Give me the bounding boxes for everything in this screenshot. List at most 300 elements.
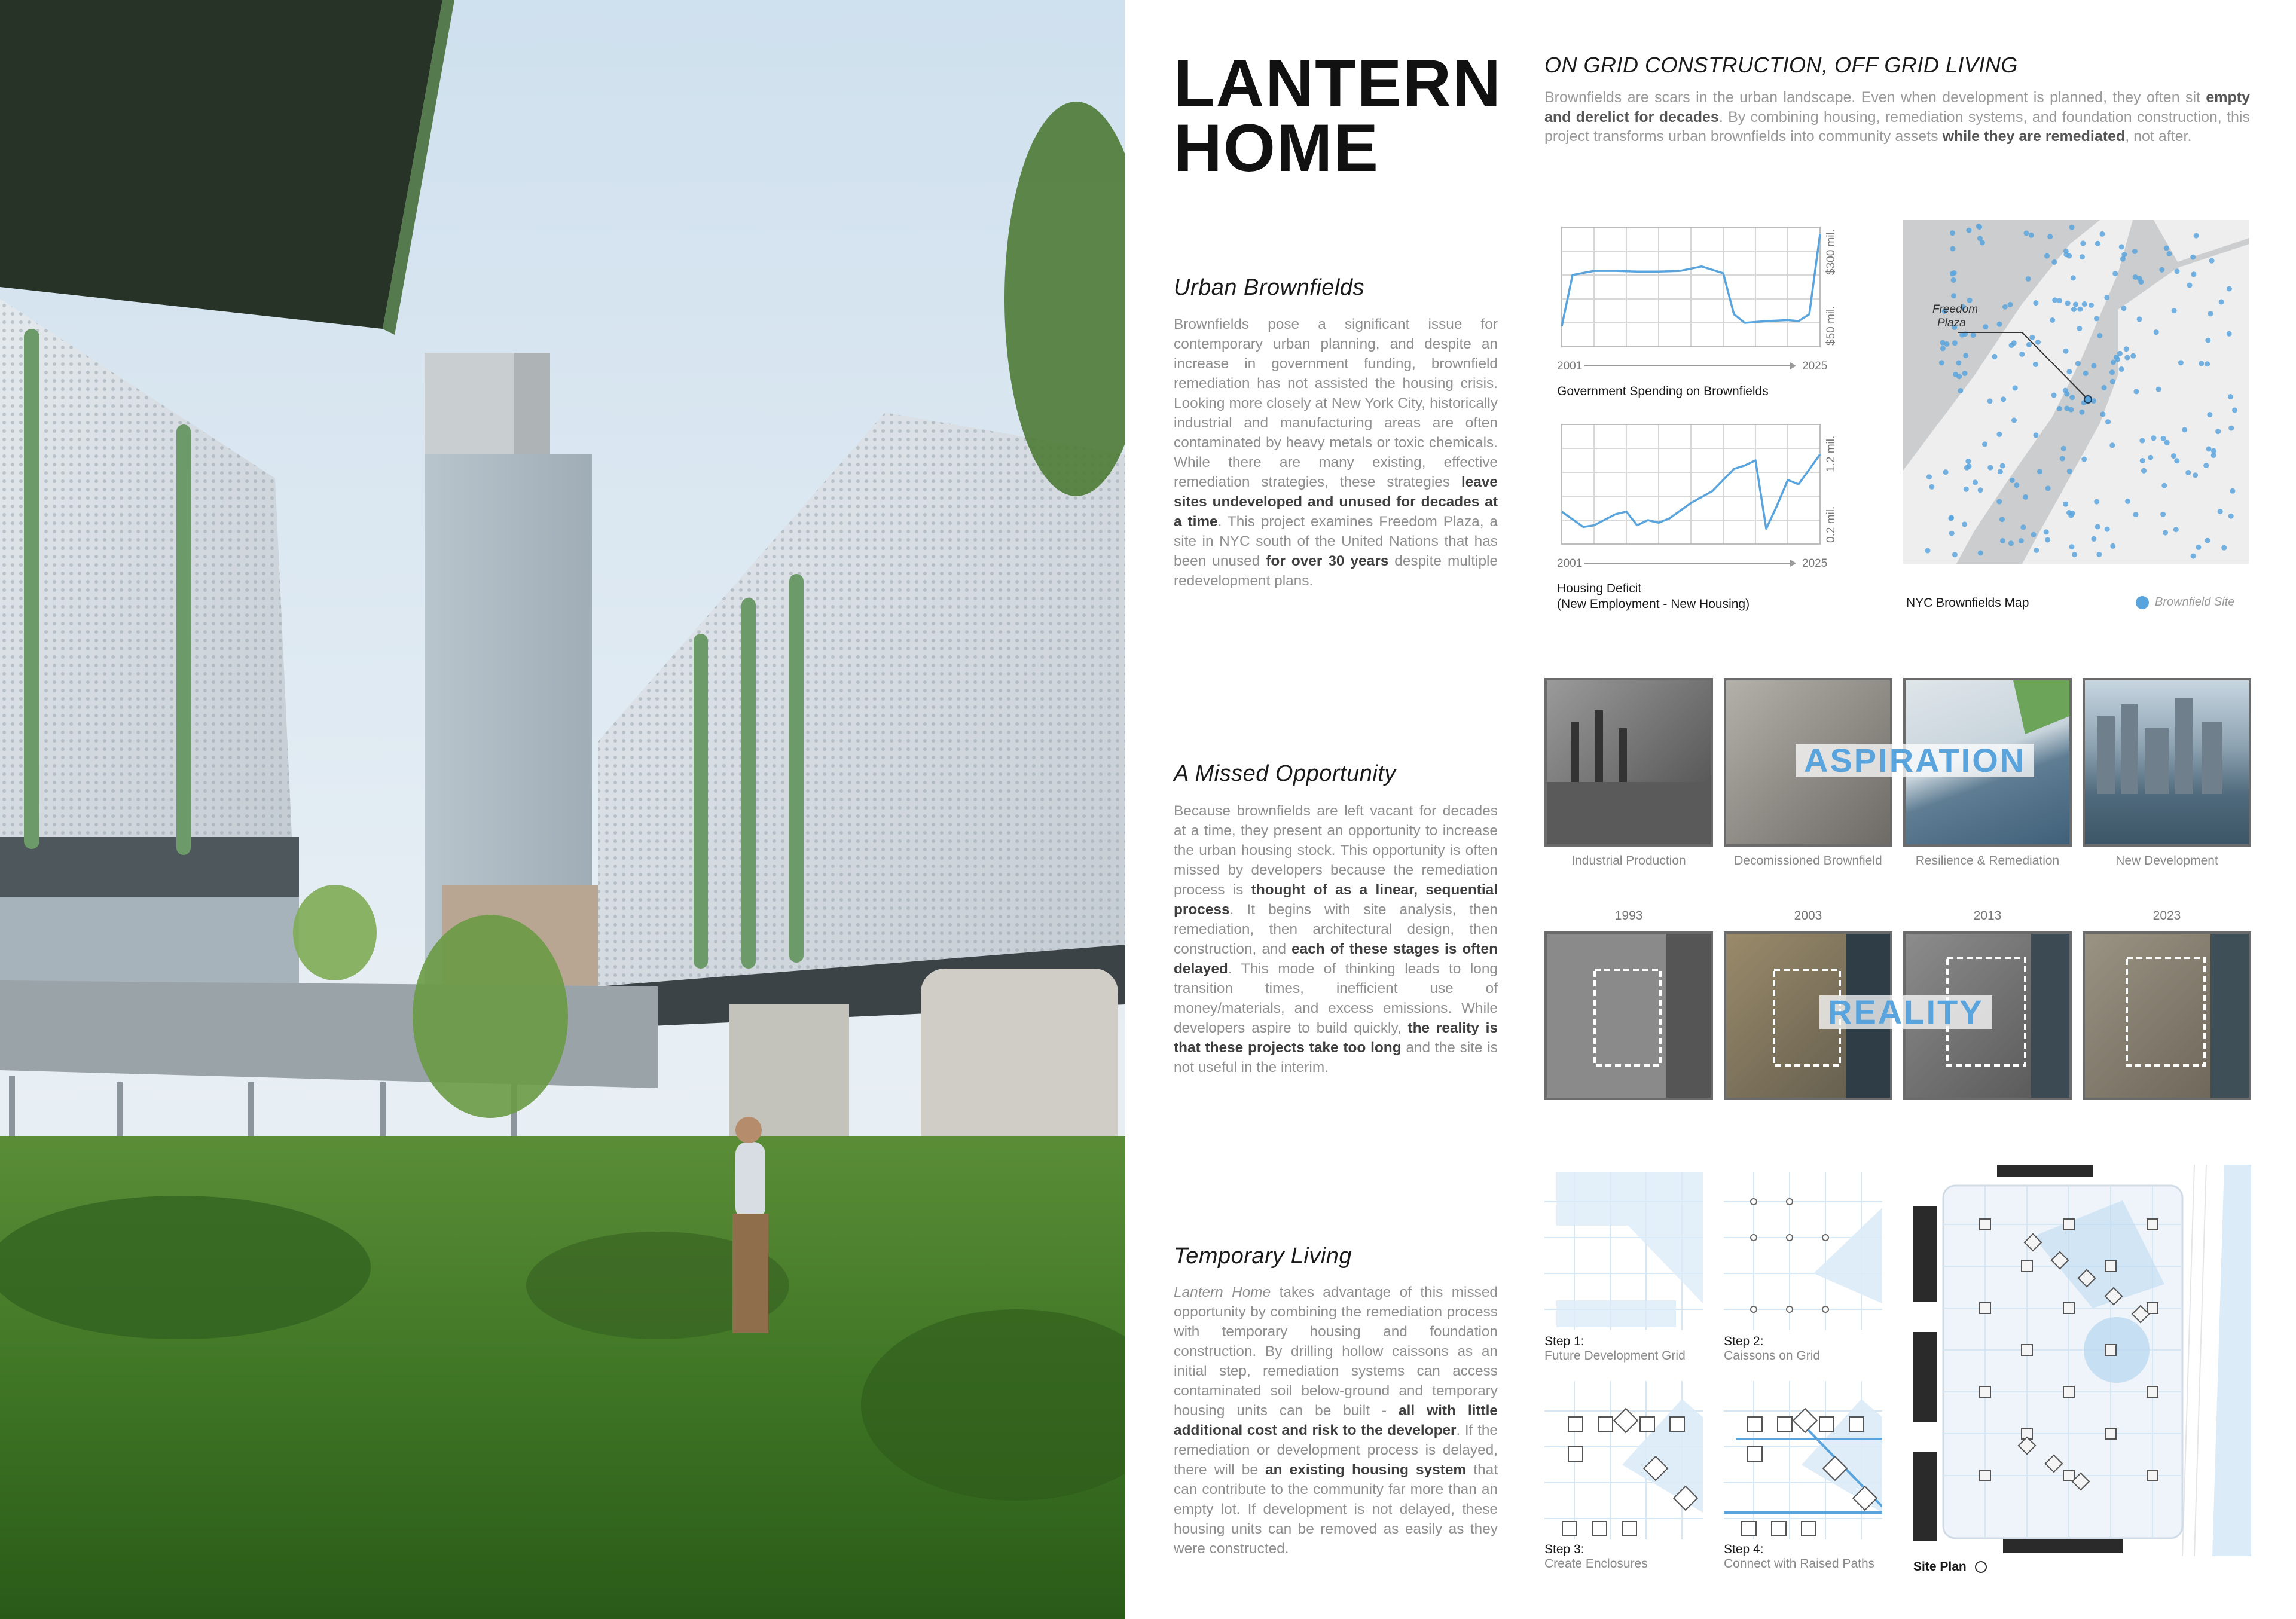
urban-bold-2: for over 30 years xyxy=(1266,553,1389,569)
brownfield-site-dot xyxy=(1978,551,1983,556)
brownfield-site-dot xyxy=(2037,469,2042,474)
brownfield-site-dot xyxy=(2196,545,2201,550)
chart-y-top-label: 1.2 mil. xyxy=(1825,435,1837,472)
brownfield-site-dot xyxy=(2221,545,2227,551)
brownfield-site-dot xyxy=(2164,246,2169,251)
brownfield-site-dot xyxy=(2072,552,2077,557)
brownfield-site-dot xyxy=(2099,231,2105,237)
brownfield-site-dot xyxy=(2071,275,2076,280)
brownfield-site-dot xyxy=(2109,369,2115,375)
brownfield-site-dot xyxy=(2080,254,2085,259)
brownfield-site-dot xyxy=(2166,251,2172,256)
brownfield-site-dot xyxy=(2034,548,2039,553)
brownfield-site-dot xyxy=(2138,279,2144,285)
brownfield-site-dot xyxy=(2045,537,2050,543)
step-4-label xyxy=(1724,1542,1874,1571)
brownfield-site-dot xyxy=(2000,538,2005,543)
brownfield-site-dot xyxy=(2031,532,2037,537)
brownfield-site-dot xyxy=(1966,228,1971,233)
brownfield-site-dot xyxy=(2154,329,2159,335)
brownfield-site-dot xyxy=(2052,297,2057,303)
chart-title-government-spending: Government Spending on Brownfields xyxy=(1557,384,1769,398)
brownfield-site-dot xyxy=(2110,543,2115,549)
photo-industrial-production xyxy=(1544,678,1713,847)
brownfield-site-dot xyxy=(2051,393,2057,398)
brownfield-site-dot xyxy=(2203,463,2209,468)
aspiration-overlay: ASPIRATION xyxy=(1796,744,2034,777)
brownfield-site-dot xyxy=(1956,361,1962,366)
step-3-title: Step 3: xyxy=(1544,1542,1584,1556)
site-unit xyxy=(2022,1345,2032,1355)
brownfield-site-dot xyxy=(1958,388,1963,393)
missed-text-1: Because brownfields are left vacant for decades at a time, they present an opportunity to increase the urban housing stock. This opportunity is often missed by developers because the remediation process is xyxy=(1174,803,1498,898)
brownfield-site-dot xyxy=(2011,340,2017,346)
missed-bold-3: the reality is that these projects take too long xyxy=(1174,1020,1498,1056)
brownfield-site-dot xyxy=(2205,538,2210,543)
site-unit xyxy=(2063,1219,2074,1230)
brownfield-site-dot xyxy=(2110,379,2115,384)
brownfield-site-dot xyxy=(2104,295,2109,300)
brownfield-site-dot xyxy=(2148,455,2153,460)
brownfield-site-dot xyxy=(2182,427,2187,432)
brownfield-site-dot xyxy=(2029,233,2034,238)
site-unit xyxy=(2022,1261,2032,1272)
brownfield-site-dot xyxy=(1962,371,1968,376)
chart-x-arrowhead-icon xyxy=(1790,362,1796,369)
brownfield-site-dot xyxy=(1925,548,1931,554)
brownfield-site-dot xyxy=(2047,234,2053,239)
brownfield-site-dot xyxy=(2045,485,2051,491)
brownfield-site-dot xyxy=(2172,308,2177,313)
missed-text-4: and the site is not useful in the interim. xyxy=(1174,1040,1498,1076)
temporary-bold-2: an existing housing system xyxy=(1265,1462,1467,1478)
brownfield-site-dot xyxy=(2175,268,2180,274)
intro-paragraph xyxy=(1544,88,2250,146)
brownfield-site-dot xyxy=(1950,271,1955,276)
site-unit xyxy=(1980,1386,1990,1397)
section-text-temporary-living xyxy=(1174,1282,1498,1559)
site-unit xyxy=(2105,1261,2116,1272)
brownfield-site-dot xyxy=(2026,342,2032,347)
brownfield-site-dot xyxy=(1982,441,1987,447)
chart-title-housing-deficit-line1: Housing Deficit xyxy=(1557,582,1642,595)
brownfield-site-dot xyxy=(2077,307,2083,312)
site-unit xyxy=(1980,1219,1990,1230)
brownfield-site-dot xyxy=(2095,524,2100,529)
brownfield-site-dot xyxy=(2061,446,2066,451)
brownfield-site-dot xyxy=(2194,233,2199,239)
year-1993: 1993 xyxy=(1614,909,1643,922)
brownfield-site-dot xyxy=(2008,302,2013,307)
brownfield-site-dot xyxy=(2174,458,2179,463)
chart-y-bottom-label: 0.2 mil. xyxy=(1825,506,1837,543)
brownfield-site-dot xyxy=(2063,252,2069,257)
brownfield-site-dot xyxy=(2185,470,2191,475)
brownfield-site-dot xyxy=(2001,396,2006,402)
brownfield-site-dot xyxy=(2206,447,2212,452)
site-unit xyxy=(2105,1428,2116,1439)
brownfield-site-dot xyxy=(1973,479,1978,485)
chart-y-top-label: $300 mil. xyxy=(1825,228,1837,275)
brownfield-site-dot xyxy=(1962,521,1967,527)
year-2023: 2023 xyxy=(2152,909,2181,922)
brownfield-site-dot xyxy=(2075,361,2081,366)
brownfield-site-dot xyxy=(2033,432,2038,438)
brownfield-site-dot xyxy=(2063,388,2068,393)
site-unit xyxy=(2063,1303,2074,1313)
chart-government-spending xyxy=(1557,221,1856,401)
section-heading-temporary-living: Temporary Living xyxy=(1174,1244,1352,1269)
brownfield-site-dot xyxy=(2133,512,2139,517)
brownfield-site-dot xyxy=(2010,478,2015,483)
brownfield-site-dot xyxy=(2063,502,2068,507)
brownfield-site-dot xyxy=(2141,468,2147,474)
year-2003: 2003 xyxy=(1794,909,1822,922)
chart-subtitle-housing-deficit: (New Employment - New Housing) xyxy=(1557,597,1750,611)
brownfield-site-dot xyxy=(2014,482,2019,488)
brownfield-site-dot xyxy=(1987,398,1993,404)
map-legend xyxy=(2136,595,2234,609)
brownfield-site-dot xyxy=(1950,246,1955,251)
brownfield-site-dot xyxy=(2228,426,2234,431)
brownfield-site-dot xyxy=(2019,352,2025,357)
brownfield-site-dot xyxy=(2232,408,2237,413)
urban-text-3: despite multiple redevelopment plans. xyxy=(1174,553,1498,589)
brownfield-site-dot xyxy=(2023,494,2028,500)
intro-bold-2: while they are remediated xyxy=(1942,128,2126,145)
brownfield-site-dot xyxy=(2070,511,2075,516)
site-plan-label: Site Plan xyxy=(1913,1560,1967,1574)
brownfield-site-dot xyxy=(2199,361,2204,366)
title-line-2: HOME xyxy=(1174,110,1379,185)
brownfield-site-dot xyxy=(2187,283,2193,288)
step-3-diagram xyxy=(1544,1381,1703,1539)
brownfield-site-dot xyxy=(2191,271,2196,277)
brownfield-site-dot xyxy=(2119,366,2124,372)
brownfield-site-dot xyxy=(2008,540,2014,546)
missed-bold-2: each of these stages is often delayed xyxy=(1174,941,1498,977)
aerial-1993 xyxy=(1544,931,1713,1100)
intro-bold-1: empty and derelict for decades xyxy=(1544,89,2250,126)
urban-text-1: Brownfields pose a significant issue for contemporary urban planning, and despite an increase in government funding, brownfield remediation has not assisted the housing crisis. Looking more closely at New York City, historically industrial and manufacturing areas are often contaminated by heavy metals or toxic chemicals. While there are many existing, effective remediation strategies, these strategies xyxy=(1174,316,1498,490)
brownfield-site-dot xyxy=(1940,346,1946,351)
brownfield-site-dot xyxy=(2207,412,2212,417)
brownfield-site-dot xyxy=(1977,236,1983,241)
title-line-1: LANTERN xyxy=(1174,46,1503,121)
brownfield-site-dot xyxy=(1971,332,1976,338)
brownfield-site-dot xyxy=(2159,267,2164,273)
brownfield-site-dot xyxy=(2105,527,2110,532)
brownfield-site-dot xyxy=(2164,440,2170,445)
page-title xyxy=(1174,46,1503,185)
missed-text-3: . This mode of thinking leads to long transition times, inefficient use of money/materials, and excess emissions. While developers aspire to build quickly, xyxy=(1174,961,1498,1036)
map-caption: NYC Brownfields Map xyxy=(1906,596,2029,610)
intro-text-3: , not after. xyxy=(2125,128,2192,145)
brownfield-site-dot xyxy=(2219,300,2224,305)
brownfield-site-dot xyxy=(1951,293,1956,298)
section-text-urban-brownfields xyxy=(1174,314,1498,591)
step-1-label xyxy=(1544,1334,1686,1363)
brownfield-site-dot xyxy=(2215,429,2221,434)
brownfield-site-dot xyxy=(2100,411,2105,417)
missed-text-2: . It begins with site analysis, then remediation, then architectural design, then construction, and xyxy=(1174,902,1498,957)
intro-text-2: . By combining housing, remediation systems, and foundation construction, this project transforms urban brownfields into community assets xyxy=(1544,108,2250,145)
brownfield-site-dot xyxy=(2069,225,2075,230)
step-2-label xyxy=(1724,1334,1820,1363)
chart-housing-deficit-svg xyxy=(1557,419,1856,577)
chart-housing-deficit xyxy=(1557,419,1856,622)
intro-text-1: Brownfields are scars in the urban landscape. Even when development is planned, they often sit xyxy=(1544,89,2206,106)
brownfield-site-dot xyxy=(2096,552,2102,557)
brownfield-site-dot xyxy=(1949,531,1955,536)
caption-resilience-remediation: Resilience & Remediation xyxy=(1915,854,2060,867)
brownfield-site-dot xyxy=(2011,417,2017,423)
tagline: ON GRID CONSTRUCTION, OFF GRID LIVING xyxy=(1544,53,2018,77)
section-heading-urban-brownfields: Urban Brownfields xyxy=(1174,275,1364,300)
brownfield-site-dot xyxy=(2094,499,2099,505)
brownfield-site-dot xyxy=(2102,385,2107,390)
brownfield-site-dot xyxy=(2079,410,2084,415)
brownfield-site-dot xyxy=(1926,474,1932,479)
section-text-missed-opportunity xyxy=(1174,801,1498,1077)
caption-industrial-production: Industrial Production xyxy=(1571,854,1686,867)
brownfield-site-dot xyxy=(2020,524,2026,530)
brownfield-site-dot xyxy=(1996,432,2002,437)
brownfield-site-dot xyxy=(2121,306,2127,311)
site-unit xyxy=(2063,1386,2074,1397)
process-steps xyxy=(1544,1172,1903,1584)
brownfield-site-dot xyxy=(2080,240,2086,246)
brownfield-site-dot xyxy=(1965,459,1971,464)
brownfield-site-dot xyxy=(1950,230,1955,236)
brownfield-site-dot xyxy=(1996,499,2002,505)
brownfield-site-dot xyxy=(2160,512,2166,517)
aerial-2023 xyxy=(2083,931,2251,1100)
brownfield-site-dot xyxy=(2140,458,2145,463)
brownfield-site-dot xyxy=(2124,346,2129,352)
site-unit xyxy=(2147,1386,2158,1397)
brownfield-site-dot xyxy=(2094,316,2099,321)
brownfield-site-dot xyxy=(2230,488,2236,494)
brownfield-site-dot xyxy=(2013,386,2018,391)
brownfield-site-dot xyxy=(2109,442,2115,448)
brownfield-site-dot xyxy=(2064,406,2069,411)
site-unit xyxy=(2147,1470,2158,1481)
brownfield-site-dot xyxy=(2120,256,2126,262)
brownfield-site-dot xyxy=(2063,349,2069,354)
brownfield-site-dot xyxy=(2190,255,2196,260)
brownfield-site-dot xyxy=(2069,395,2075,400)
brownfield-site-dot xyxy=(1963,353,1968,358)
year-2013: 2013 xyxy=(1973,909,2002,922)
brownfield-site-dot xyxy=(1952,552,1958,557)
brownfield-site-dot xyxy=(2124,355,2130,361)
caption-new-development: New Development xyxy=(2115,854,2218,867)
brownfield-site-dot xyxy=(1964,487,1969,492)
step-4-title: Step 4: xyxy=(1724,1542,1764,1556)
brownfield-site-dot xyxy=(2161,436,2166,441)
north-arrow-icon xyxy=(1975,1561,1987,1573)
site-plan-caption xyxy=(1913,1559,1987,1575)
missed-bold-1: thought of as a linear, sequential process xyxy=(1174,882,1498,918)
brownfield-site-dot xyxy=(2132,249,2138,254)
map-legend-label: Brownfield Site xyxy=(2155,595,2235,609)
brownfield-site-dot xyxy=(2125,499,2130,504)
step-1-desc: Future Development Grid xyxy=(1544,1349,1686,1363)
brownfield-site-dot xyxy=(2044,529,2049,534)
brownfield-site-dot xyxy=(1952,340,1958,346)
brownfield-site-dot xyxy=(2057,406,2062,411)
chart-government-spending-svg xyxy=(1557,221,1856,383)
brownfield-site-dot xyxy=(2227,331,2232,337)
brownfield-site-dot xyxy=(2071,307,2077,312)
brownfield-site-dot xyxy=(2050,317,2055,323)
brownfield-site-dot xyxy=(2051,259,2057,265)
brownfield-site-dot xyxy=(2119,244,2124,249)
map-label-freedom: Freedom xyxy=(1932,303,1979,316)
step-4-diagram xyxy=(1724,1381,1882,1539)
urban-bold-1: leave sites undeveloped and unused for decades at a time xyxy=(1174,474,1498,530)
brownfield-site-dot xyxy=(1977,224,1982,230)
brownfield-site-dot xyxy=(1983,324,1988,329)
reality-overlay: REALITY xyxy=(1819,995,1992,1029)
step-4-desc: Connect with Raised Paths xyxy=(1724,1557,1875,1571)
brownfield-site-dot xyxy=(2117,351,2123,356)
brownfield-site-dot xyxy=(2112,271,2118,276)
brownfield-site-dot xyxy=(2000,463,2005,469)
brownfield-site-dot xyxy=(1953,372,1958,377)
brownfield-site-dot xyxy=(1992,354,1998,359)
brownfield-site-dot xyxy=(1951,277,1956,283)
nyc-map-graphic xyxy=(1903,220,2249,564)
chart-x-start-label: 2001 xyxy=(1557,360,1583,372)
brownfield-site-dot xyxy=(2066,369,2072,374)
site-unit xyxy=(1980,1470,1990,1481)
brownfield-site-dot xyxy=(2193,472,2198,478)
brownfield-site-dot xyxy=(2227,286,2232,292)
chart-x-end-label: 2025 xyxy=(1802,557,1828,570)
brownfield-site-dot xyxy=(2130,353,2136,359)
step-2-diagram xyxy=(1724,1172,1882,1330)
brownfield-site-dot xyxy=(2163,530,2168,536)
brownfield-site-dot xyxy=(2069,544,2075,549)
brownfield-site-dot xyxy=(2033,300,2038,306)
brownfield-site-dot xyxy=(2002,304,2008,310)
brownfield-site-dot xyxy=(1967,298,1973,303)
brownfield-site-dot xyxy=(2133,389,2139,394)
brownfield-site-dot xyxy=(2139,438,2145,444)
site-unit xyxy=(2063,1470,2074,1481)
brownfield-site-dot xyxy=(2151,435,2157,441)
step-3-desc: Create Enclosures xyxy=(1544,1557,1648,1571)
brownfield-site-dot xyxy=(2173,527,2179,532)
brownfield-site-dot xyxy=(2218,509,2223,514)
brownfield-site-dot xyxy=(2208,311,2213,316)
brownfield-site-dot xyxy=(1999,517,2005,522)
brownfield-site-dot xyxy=(1998,469,2003,474)
temporary-bold-1: all with little additional cost and risk to the developer xyxy=(1174,1403,1498,1438)
brownfield-site-dot xyxy=(2171,453,2176,459)
brownfield-site-dot xyxy=(1943,469,1949,475)
brownfield-site-dot xyxy=(2065,301,2071,306)
brownfield-site-dot xyxy=(2057,298,2062,303)
brownfield-site-dot xyxy=(2097,333,2102,338)
brownfield-site-dot xyxy=(1997,322,2002,327)
brownfield-site-dot xyxy=(2081,457,2087,462)
step-2-desc: Caissons on Grid xyxy=(1724,1349,1821,1363)
section-heading-missed-opportunity: A Missed Opportunity xyxy=(1174,761,1396,786)
hero-rendering xyxy=(0,0,1125,1619)
brownfield-site-dot xyxy=(2095,241,2100,246)
brownfield-site-dot xyxy=(2044,253,2050,259)
temporary-text-2: . If the remediation or development process is delayed, there will be xyxy=(1174,1422,1498,1478)
brownfield-site-dot xyxy=(2035,340,2041,345)
brownfield-site-dot xyxy=(2228,514,2234,519)
brownfield-site-dot xyxy=(1967,463,1972,469)
site-unit xyxy=(2105,1345,2116,1355)
brownfield-site-dot xyxy=(2023,231,2029,236)
step-2-title: Step 2: xyxy=(1724,1334,1764,1348)
temporary-text-1: takes advantage of this missed opportunity by combining the remediation process with temporary housing and foundation construction. By drilling hollow caissons as an initial step, remediation systems can access contaminated soil below-ground and temporary housing units can be built - xyxy=(1174,1284,1498,1419)
brownfield-site-dot xyxy=(2137,316,2142,322)
brownfield-site-dot xyxy=(1948,516,1953,521)
brownfield-site-dot xyxy=(2191,554,2196,559)
brownfield-site-dot xyxy=(2228,394,2233,399)
brownfield-site-dot xyxy=(2060,456,2065,462)
brownfield-site-dot xyxy=(2077,326,2082,331)
brownfield-site-dot xyxy=(2211,453,2216,458)
brownfield-site-dot xyxy=(2091,363,2096,369)
step-1-title: Step 1: xyxy=(1544,1334,1584,1348)
chart-x-arrowhead-icon xyxy=(1790,560,1796,567)
brownfield-site-dot xyxy=(2026,276,2031,282)
site-plan xyxy=(1913,1165,2251,1583)
brownfield-site-dot xyxy=(1940,340,1946,346)
brownfield-site-dot xyxy=(2091,536,2096,542)
chart-x-start-label: 2001 xyxy=(1557,557,1583,570)
brownfield-site-dot xyxy=(2073,302,2078,307)
temporary-text-3: that can contribute to the community far more than an empty lot. If development is not delayed, these housing units can be removed as easily as they were constructed. xyxy=(1174,1462,1498,1557)
reality-row xyxy=(1544,909,2250,1100)
urban-text-2: . This project examines Freedom Plaza, a site in NYC south of the United Nations that has been unused xyxy=(1174,514,1498,569)
chart-y-bottom-label: $50 mil. xyxy=(1825,306,1837,346)
photo-new-development xyxy=(2083,678,2251,847)
brownfield-site-dot xyxy=(1978,487,1983,493)
brownfield-site-dot xyxy=(2209,258,2215,264)
brownfield-site-dot xyxy=(2156,387,2161,392)
brownfield-site-dot xyxy=(2205,338,2210,343)
nyc-brownfields-map xyxy=(1903,220,2249,610)
brownfield-site-dot xyxy=(2161,483,2167,488)
brownfield-site-dot xyxy=(2067,469,2072,474)
brownfield-site-dot xyxy=(2083,371,2089,376)
chart-title-housing-deficit xyxy=(1557,581,1750,612)
chart-x-end-label: 2025 xyxy=(1802,360,1828,372)
brownfield-site-dot xyxy=(1939,360,1944,365)
site-unit xyxy=(2147,1219,2158,1230)
brownfield-dot-icon xyxy=(2136,596,2149,609)
step-3-label xyxy=(1544,1542,1648,1571)
caption-decomissioned-brownfield: Decomissioned Brownfield xyxy=(1734,854,1882,867)
aspiration-row xyxy=(1544,678,2250,875)
site-unit xyxy=(1980,1303,1990,1313)
step-1-diagram xyxy=(1544,1172,1703,1330)
site-plan-drawing xyxy=(1913,1165,2251,1556)
brownfield-site-dot xyxy=(2178,360,2184,365)
brownfield-site-dot xyxy=(2082,301,2087,307)
brownfield-site-dot xyxy=(2133,274,2138,280)
brownfield-site-dot xyxy=(2033,362,2038,367)
